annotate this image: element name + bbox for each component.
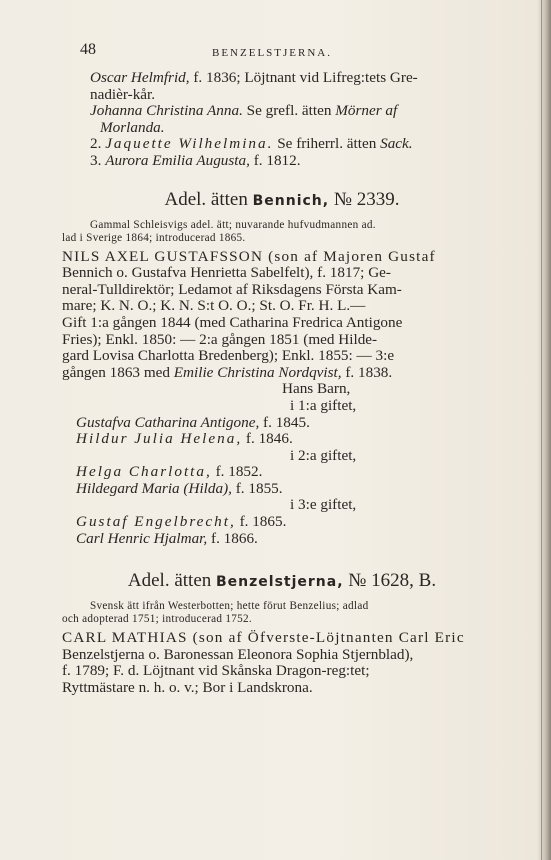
text-line: Morlanda. xyxy=(100,118,165,136)
child-entry: Helga Charlotta, f. 1852. xyxy=(76,463,263,481)
family-note xyxy=(62,600,502,626)
text-line: gången 1863 med Emilie Christina Nordqvist, f. 1838. xyxy=(62,363,393,381)
running-head: BENZELSTJERNA. xyxy=(212,47,332,59)
page-header xyxy=(62,40,502,64)
child-entry: Hildegard Maria (Hilda), f. 1855. xyxy=(76,479,283,497)
marriage-label: i 1:a giftet, xyxy=(290,396,357,414)
child-entry: Hildur Julia Helena, f. 1846. xyxy=(76,430,293,448)
marriage-label: i 3:e giftet, xyxy=(290,496,357,514)
text-line: gard Lovisa Charlotta Bredenberg); Enkl. 1855: — 3:e xyxy=(62,347,395,365)
text-line: f. 1789; F. d. Löjtnant vid Skånska Dragon-reg:tet; xyxy=(62,662,370,680)
text-line: neral-Tulldirektör; Ledamot af Riksdagens Första Kam- xyxy=(62,280,402,298)
text-line: Johanna Christina Anna. Se grefl. ätten Mörner af xyxy=(90,102,398,120)
text-line: Bennich o. Gustafva Henrietta Sabelfelt), f. 1817; Ge- xyxy=(62,264,391,282)
section-continuation xyxy=(62,70,502,170)
page-edge-line xyxy=(541,0,542,860)
page-edge-shadow xyxy=(537,0,551,860)
text-line: Ryttmästare n. h. o. v.; Bor i Landskrona. xyxy=(62,679,313,697)
page-number: 48 xyxy=(80,41,96,58)
note-line: lad i Sverige 1864; introducerad 1865. xyxy=(62,231,246,244)
text-line: 2. Jaquette Wilhelmina. Se friherrl. ätten Sack. xyxy=(90,135,413,153)
note-line: Gammal Schleisvigs adel. ätt; nuvarande hufvudmannen ad. xyxy=(90,218,376,231)
text-line: 3. Aurora Emilia Augusta, f. 1812. xyxy=(90,151,301,169)
child-entry: Carl Henric Hjalmar, f. 1866. xyxy=(76,529,258,547)
family-heading-benzelstjerna: Adel. ätten Benzelstjerna, № 1628, B. xyxy=(127,570,437,592)
text-line: Fries); Enkl. 1850: — 2:a gången 1851 (med Hilde- xyxy=(62,330,378,348)
family-body xyxy=(62,249,502,548)
child-entry: Gustafva Catharina Antigone, f. 1845. xyxy=(76,413,310,431)
text-line: Gift 1:a gången 1844 (med Catharina Fredrica Antigone xyxy=(62,313,403,331)
marriage-label: i 2:a giftet, xyxy=(290,446,357,464)
text-line: mare; K. N. O.; K. N. S:t O. O.; St. O. Fr. H. L.— xyxy=(62,297,366,315)
child-entry: Gustaf Engelbrecht, f. 1865. xyxy=(76,513,287,531)
note-line: Svensk ätt ifrån Westerbotten; hette förut Benzelius; adlad xyxy=(90,600,369,613)
family-body xyxy=(62,630,502,696)
text-line: CARL MATHIAS (son af Öfverste-Löjtnanten Carl Eric xyxy=(62,629,465,647)
family-heading-bennich: Adel. ätten Bennich, № 2339. xyxy=(164,188,400,210)
children-title: Hans Barn, xyxy=(282,380,351,398)
text-line: NILS AXEL GUSTAFSSON (son af Majoren Gustaf xyxy=(62,247,436,265)
family-note xyxy=(62,219,502,245)
text-line: Oscar Helmfrid, f. 1836; Löjtnant vid Lifreg:tets Gre- xyxy=(90,69,418,86)
note-line: och adopterad 1751; introducerad 1752. xyxy=(62,613,253,626)
text-line: nadièr-kår. xyxy=(90,85,156,103)
page-text xyxy=(62,40,502,697)
text-line: Benzelstjerna o. Baronessan Eleonora Sophia Stjernblad), xyxy=(62,645,414,663)
